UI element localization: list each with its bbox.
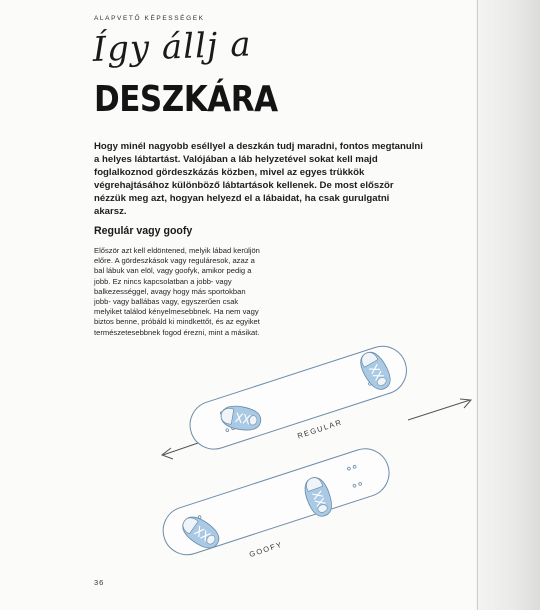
- intro-text: Hogy minél nagyobb eséllyel a deszkán tudj maradni, fontos megtanulni a helyes lábtartást. Valójában a láb helyzetével sokat kell majd foglalkoznod gördeszkázás közben, mivel az egyes trükkök végrehajtásához különböző lábtartások kellenek. De most először nézzük meg azt, hogyan helyezd el a lábaidat, ha csak gurulgatni akarsz.: [94, 141, 423, 217]
- board-label-goofy: GOOFY: [248, 539, 284, 559]
- direction-arrow-right: [408, 399, 471, 420]
- title-bold-line: DESZKÁRA: [94, 78, 278, 120]
- section-heading: Regulár vagy goofy: [94, 225, 193, 237]
- section-body-text: Először azt kell eldöntened, melyik lábad kerüljön előre. A gördeszkások vagy reguláresok, azaz a bal lábuk van elöl, vagy goofyk, amikor pedig a jobb. Ez nincs kapcsolatban a jobb- vagy balkezességgel, avagy hogy más sportokban jobb- vagy ballábas vagy, egyszerűen csak melyiket találod kényelmesebbnek. Ha nem vagy biztos benne, próbáld ki mindkettőt, és az egyiket természetesebbnek fogod érezni, mint a másikat.: [94, 246, 260, 337]
- title-script-line: Így állj a: [92, 24, 253, 70]
- page-number: 36: [94, 578, 105, 587]
- board-label-regular: REGULAR: [296, 417, 344, 441]
- section-header: ALAPVETŐ KÉPESSÉGEK: [94, 15, 205, 22]
